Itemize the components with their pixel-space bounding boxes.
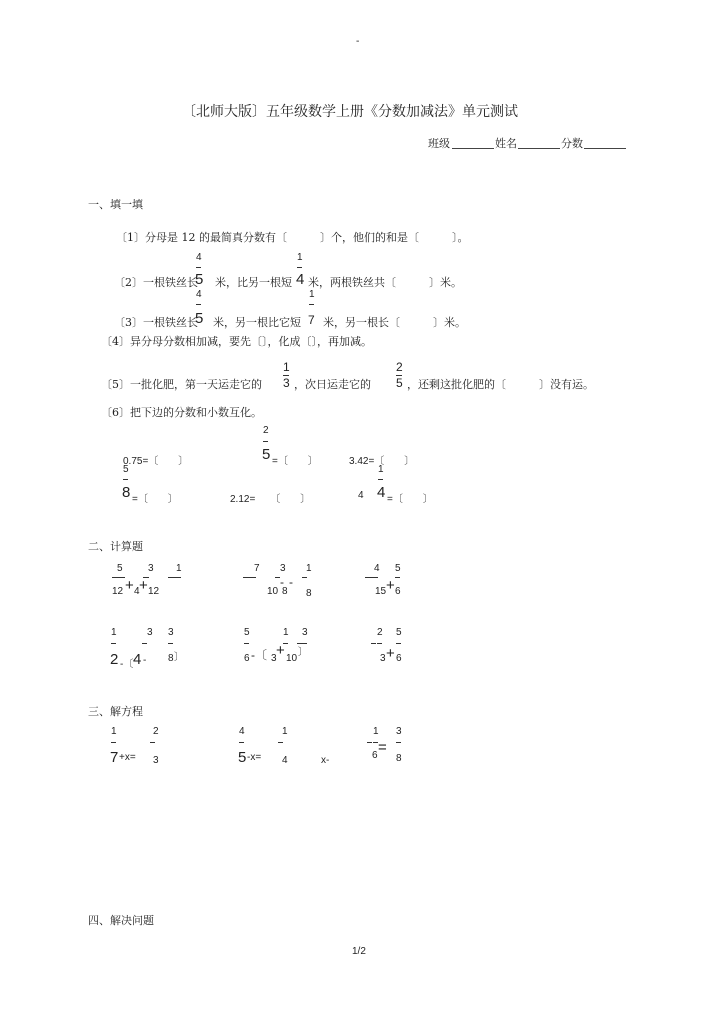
- calc-2a-bar-3: [168, 643, 173, 644]
- eq-b-num-2: 1: [282, 726, 288, 737]
- calc-2c-den-1: 3: [380, 653, 386, 664]
- calc-1b-bar-1: [243, 577, 256, 578]
- q3-fraction1-bar: [196, 304, 201, 305]
- eq-a-num-1: 1: [111, 726, 117, 737]
- calc-2c-bar-0: [371, 643, 376, 644]
- class-blank[interactable]: [452, 148, 494, 149]
- q2-fraction1-denominator: 5: [195, 271, 204, 288]
- calc-2c-bar-2: [396, 643, 401, 644]
- q6-item-f-answer: =〔 〕: [387, 494, 433, 505]
- calc-1a-num-1: 5: [117, 563, 123, 574]
- q5-fraction1-numerator: 1: [283, 360, 290, 374]
- question-3-text-a: 〔3〕一根铁丝长: [114, 316, 198, 329]
- calc-1b-bar-3: [302, 577, 307, 578]
- name-blank[interactable]: [518, 148, 560, 149]
- q5-fraction2-denominator: 5: [396, 376, 403, 390]
- q6-item-b-denominator: 5: [262, 446, 271, 463]
- question-5-text-b: ，次日运走它的: [294, 378, 371, 391]
- section-4-heading: 四、解决问题: [88, 914, 154, 927]
- q6-item-b-numerator: 2: [263, 425, 269, 436]
- eq-b-den-1: 5: [238, 749, 247, 766]
- score-blank[interactable]: [584, 148, 626, 149]
- calc-1a-den-2: 4: [134, 586, 140, 597]
- calc-1b-op-1: -: [280, 575, 284, 589]
- q6-item-f-numerator: 1: [378, 464, 384, 475]
- calc-2a-den-1: 2: [110, 651, 119, 668]
- q5-fraction1-denominator: 3: [283, 376, 290, 390]
- calc-2b-den-2: 3: [271, 653, 277, 664]
- eq-a-bar-1: [111, 742, 116, 743]
- calc-1a-bar-1: [112, 577, 125, 578]
- calc-2a-bar-1: [111, 643, 116, 644]
- calc-2c-bar-1: [377, 643, 382, 644]
- calc-1c-num-2: 5: [395, 563, 401, 574]
- eq-b-num-1: 4: [239, 726, 245, 737]
- q3-fraction1-denominator: 5: [195, 310, 204, 327]
- calc-2b-num-1: 5: [244, 627, 250, 638]
- eq-a-op: +x=: [119, 752, 136, 763]
- class-label: 班级: [428, 137, 450, 150]
- section-3-heading: 三、解方程: [88, 705, 143, 718]
- calc-2c-op-1: +: [386, 645, 395, 662]
- q3-fraction1-numerator: 4: [196, 289, 202, 300]
- calc-1a-bar-3: [168, 577, 181, 578]
- eq-a-den-1: 7: [110, 749, 119, 766]
- section-2-heading: 二、计算题: [88, 540, 143, 553]
- calc-2a-op-3: 〕: [174, 652, 184, 663]
- calc-1b-den-3: 8: [306, 588, 312, 599]
- q2-fraction2-numerator: 1: [297, 252, 303, 263]
- question-2-text-c: 米，两根铁丝共〔 〕米。: [308, 276, 462, 289]
- calc-1c-bar-2: [395, 577, 400, 578]
- q3-fraction2-numerator: 1: [309, 289, 315, 300]
- q6-item-d-numerator: 5: [123, 464, 129, 475]
- calc-1a-num-2: 3: [148, 563, 154, 574]
- calc-1a-num-3: 1: [176, 563, 182, 574]
- eq-a-num-2: 2: [153, 726, 159, 737]
- eq-a-bar-2: [150, 742, 155, 743]
- q6-item-f-bar: [378, 479, 383, 480]
- eq-c-num-1: 1: [373, 726, 379, 737]
- calc-2a-op-2: -: [143, 655, 147, 666]
- calc-2c-num-1: 2: [377, 627, 383, 638]
- eq-b-op: -x=: [247, 752, 262, 763]
- calc-2b-num-3: 3: [302, 627, 308, 638]
- calc-2b-bar-1: [244, 643, 249, 644]
- q6-item-d-bar: [123, 479, 128, 480]
- question-1: 〔1〕分母是 12 的最简真分数有〔 〕个，他们的和是〔 〕。: [116, 231, 469, 244]
- calc-1c-den-1: 15: [375, 586, 387, 597]
- calc-1b-num-1: 7: [254, 563, 260, 574]
- q5-fraction2-numerator: 2: [396, 360, 403, 374]
- question-5-text-c: ，还剩这批化肥的〔 〕没有运。: [407, 378, 594, 391]
- q6-item-a: 0.75=〔 〕: [123, 456, 189, 467]
- calc-2b-op-1: -〔: [251, 648, 267, 662]
- q3-fraction2-denominator: 7: [308, 313, 315, 327]
- eq-c-bar-0: [367, 742, 372, 743]
- calc-1b-op-2: -: [289, 575, 293, 589]
- calc-2a-num-2: 3: [147, 627, 153, 638]
- eq-b-bar-2: [278, 742, 283, 743]
- calc-2b-den-3: 10: [286, 653, 298, 664]
- calc-2a-num-1: 1: [111, 627, 117, 638]
- q2-fraction2-bar: [297, 267, 302, 268]
- calc-2b-num-2: 1: [283, 627, 289, 638]
- calc-1b-num-3: 1: [306, 563, 312, 574]
- q2-fraction1-bar: [196, 267, 201, 268]
- q2-fraction1-numerator: 4: [196, 252, 202, 263]
- calc-2a-op-1: -〔: [120, 659, 134, 670]
- eq-b-den-2: 4: [282, 755, 288, 766]
- calc-1c-op-1: +: [386, 577, 395, 594]
- eq-c-op: =: [378, 739, 387, 756]
- question-6: 〔6〕把下边的分数和小数互化。: [101, 406, 262, 419]
- calc-1b-den-1: 10: [267, 586, 279, 597]
- calc-2c-den-2: 6: [396, 653, 402, 664]
- question-4: 〔4〕异分母分数相加减，要先〔〕，化成〔〕，再加减。: [101, 335, 372, 348]
- top-mark: -: [356, 36, 360, 47]
- calc-1c-bar-1: [365, 577, 378, 578]
- eq-a-den-2: 3: [153, 755, 159, 766]
- question-3-text-c: 米，另一根长〔 〕米。: [323, 316, 466, 329]
- calc-1c-num-1: 4: [374, 563, 380, 574]
- score-label: 分数: [561, 137, 583, 150]
- calc-2a-den-2: 4: [133, 651, 142, 668]
- question-2-text-a: 〔2〕一根铁丝长: [114, 276, 198, 289]
- q6-item-e: 2.12= 〔 〕: [230, 494, 311, 505]
- eq-c-num-2: 3: [396, 726, 402, 737]
- q2-fraction2-denominator: 4: [296, 271, 305, 288]
- calc-2b-op-2: +: [276, 642, 285, 659]
- eq-c-den-1: 6: [372, 750, 378, 761]
- calc-1a-op-1: +: [125, 577, 134, 594]
- q6-item-f-denominator: 4: [377, 484, 386, 501]
- q6-item-d-answer: =〔 〕: [132, 494, 178, 505]
- q6-item-f-integer: 4: [358, 490, 364, 501]
- q6-item-b-bar: [263, 441, 268, 442]
- q3-fraction2-bar: [309, 304, 314, 305]
- calc-1a-op-2: +: [139, 577, 148, 594]
- calc-1b-den-2: 8: [282, 586, 288, 597]
- name-label: 姓名: [495, 137, 517, 150]
- q6-item-d-denominator: 8: [122, 484, 131, 501]
- eq-c-prefix: x-: [321, 755, 330, 766]
- section-1-heading: 一、填一填: [88, 198, 143, 211]
- calc-2a-num-3: 3: [168, 627, 174, 638]
- eq-b-bar-1: [239, 742, 244, 743]
- question-5-text-a: 〔5〕一批化肥，第一天运走它的: [101, 378, 262, 391]
- eq-c-bar-2: [396, 742, 401, 743]
- calc-2b-den-1: 6: [244, 653, 250, 664]
- q6-item-b-answer: =〔 〕: [272, 456, 318, 467]
- calc-1a-den-3: 12: [148, 586, 160, 597]
- page-title: 〔北师大版〕五年级数学上册《分数加减法》单元测试: [182, 104, 518, 120]
- calc-2a-den-3: 8: [168, 653, 174, 664]
- question-3-text-b: 米，另一根比它短: [213, 316, 301, 329]
- calc-1c-den-2: 6: [395, 586, 401, 597]
- calc-2c-num-2: 5: [396, 627, 402, 638]
- q6-item-c: 3.42=〔 〕: [349, 456, 415, 467]
- calc-1b-num-2: 3: [280, 563, 286, 574]
- page-number: 1/2: [352, 946, 366, 957]
- question-2-text-b: 米，比另一根短: [215, 276, 292, 289]
- calc-2b-op-3: 〕: [298, 647, 308, 658]
- calc-2a-bar-2: [142, 643, 147, 644]
- eq-c-den-2: 8: [396, 753, 402, 764]
- calc-1a-den-1: 12: [112, 586, 124, 597]
